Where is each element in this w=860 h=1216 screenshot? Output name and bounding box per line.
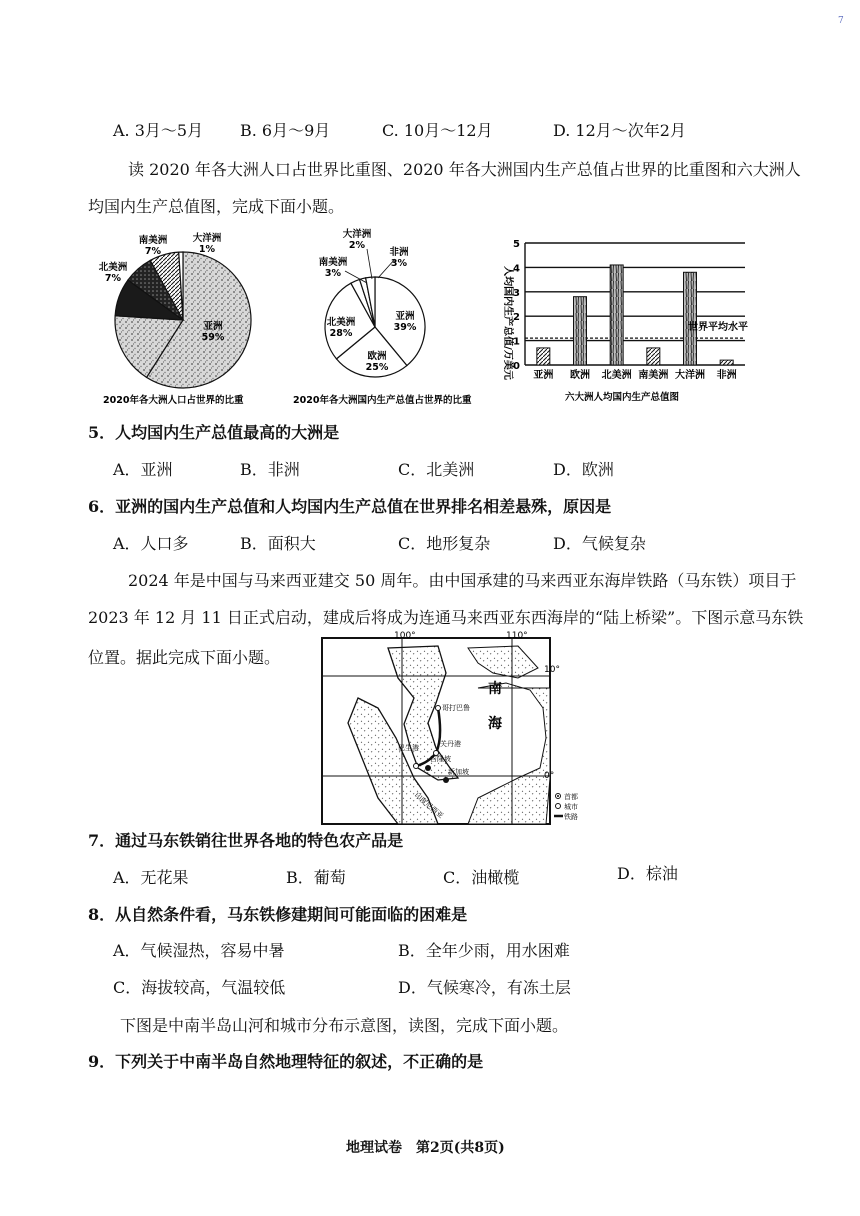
q5-option-d[interactable]: D．欧洲: [553, 460, 614, 479]
q8-option-b[interactable]: B．全年少雨，用水困难: [398, 941, 570, 960]
pie1-label-0: 亚洲: [203, 321, 223, 332]
bar-4: [684, 272, 697, 365]
pie1-value-3: 7%: [104, 273, 122, 284]
pie2-leader-4: [367, 249, 372, 279]
pie1-label-3: 北美洲: [98, 262, 128, 273]
map-sea-label-1: 南: [488, 681, 502, 697]
pie1-label-4: 南美洲: [138, 235, 168, 246]
legend-capital: 首都: [564, 793, 578, 801]
pie2-value-4: 2%: [348, 240, 366, 251]
bar-ytick-0: 0: [513, 361, 520, 372]
bar-y-axis-label: 人均国内生产总值/万美元: [502, 266, 513, 380]
bar-world-average-label: 世界平均水平: [688, 322, 748, 334]
map-place-klang-port: 巴生港: [398, 744, 419, 752]
map-place-indonesia: 印度尼西亚: [412, 791, 445, 821]
map-place-kuala-lumpur: 吉隆坡: [430, 755, 451, 763]
gdp-pie-chart: [293, 228, 472, 406]
pie2-label-3: 南美洲: [318, 257, 348, 268]
map-legend: [554, 792, 578, 821]
map-sea-label-2: 海: [488, 716, 502, 732]
legend-city: 城市: [564, 803, 578, 811]
bar-title: 六大洲人均国内生产总值图: [565, 392, 680, 403]
q5-stem: 5．人均国内生产总值最高的大洲是: [88, 423, 340, 442]
bar-category-label-4: 大洋洲: [675, 370, 705, 381]
bar-category-label-3: 南美洲: [638, 370, 669, 381]
pie2-value-3: 3%: [324, 268, 342, 279]
q7-option-d[interactable]: D．棕油: [617, 864, 678, 883]
bar-1: [574, 297, 587, 365]
q7-option-c[interactable]: C．油橄榄: [443, 868, 520, 887]
pie1-label-5: 大洋洲: [192, 233, 222, 244]
pie2-label-1: 欧洲: [367, 351, 387, 362]
pie1-title: 2020年各大洲人口占世界的比重: [103, 395, 244, 406]
pie2-value-2: 28%: [329, 328, 353, 339]
pie1-value-4: 7%: [144, 246, 162, 257]
q5-option-c[interactable]: C．北美洲: [398, 460, 475, 479]
intro1-line1: 读 2020 年各大洲人口占世界比重图、2020 年各大洲国内生产总值占世界的比重图和六大洲人: [128, 160, 801, 179]
q9-stem: 9．下列关于中南半岛自然地理特征的叙述，不正确的是: [88, 1052, 484, 1071]
bar-ytick-5: 5: [513, 239, 520, 250]
intro2-line1: 2024 年是中国与马来西亚建交 50 周年。由中国承建的马来西亚东海岸铁路（马东铁）项目于: [128, 571, 797, 590]
figures-row: [95, 225, 765, 410]
q7-option-b[interactable]: B．葡萄: [286, 868, 346, 887]
corner-mark: 7: [838, 16, 844, 26]
pie1-value-5: 1%: [198, 244, 216, 255]
q5-option-a[interactable]: A．亚洲: [113, 460, 173, 479]
q8-option-a[interactable]: A．气候湿热，容易中暑: [113, 941, 285, 960]
page-footer: 地理试卷 第2页(共8页): [346, 1140, 505, 1156]
bar-2: [610, 265, 623, 365]
bar-ytick-1: 1: [513, 336, 520, 348]
intro2-line3: 位置。据此完成下面小题。: [88, 648, 281, 667]
pie2-label-5: 非洲: [389, 247, 409, 258]
pie2-title: 2020年各大洲国内生产总值占世界的比重: [293, 395, 472, 406]
bar-3: [647, 348, 660, 365]
intro1-line2: 均国内生产总值图，完成下面小题。: [88, 197, 345, 216]
q4-option-d[interactable]: D. 12月～次年2月: [553, 121, 686, 140]
map-lon-100: 100°: [394, 631, 416, 641]
map-place-singapore: 新加坡: [448, 768, 469, 776]
intro2-line2: 2023 年 12 月 11 日正式启动，建成后将成为连通马来西亚东西海岸的“陆上桥梁”。下图示意马东铁: [88, 608, 804, 627]
pie2-value-1: 25%: [365, 362, 389, 373]
map-lat-0: 0°: [544, 771, 555, 781]
map-place-kota-bharu: 哥打巴鲁: [442, 704, 470, 712]
intro3: 下图是中南半岛山河和城市分布示意图，读图，完成下面小题。: [120, 1016, 569, 1035]
q6-option-a[interactable]: A．人口多: [113, 534, 189, 553]
q6-option-d[interactable]: D．气候复杂: [553, 534, 646, 553]
bar-category-label-2: 北美洲: [601, 370, 632, 381]
pie1-value-0: 59%: [201, 332, 225, 343]
map-lon-110: 110°: [506, 631, 528, 641]
q6-option-b[interactable]: B．面积大: [240, 534, 316, 553]
map-lat-10: 10°: [544, 665, 560, 675]
q8-option-c[interactable]: C．海拔较高，气温较低: [113, 978, 286, 997]
q4-option-c[interactable]: C. 10月～12月: [382, 121, 493, 140]
q7-option-a[interactable]: A．无花果: [113, 868, 189, 887]
bar-5: [720, 360, 733, 365]
malaysia-east-coast-rail-map: [318, 628, 580, 828]
bar-ytick-3: 3: [513, 287, 520, 299]
population-pie-chart: [99, 232, 251, 406]
pie2-label-4: 大洋洲: [342, 229, 372, 240]
q8-option-d[interactable]: D．气候寒冷，有冻土层: [398, 978, 571, 997]
q4-option-a[interactable]: A. 3月～5月: [113, 121, 204, 140]
q4-option-b[interactable]: B. 6月～9月: [240, 121, 331, 140]
q6-stem: 6．亚洲的国内生产总值和人均国内生产总值在世界排名相差悬殊，原因是: [88, 497, 612, 516]
bar-ytick-4: 4: [513, 263, 520, 275]
bar-0: [537, 348, 550, 365]
pie2-value-5: 3%: [390, 258, 408, 269]
bar-ytick-2: 2: [513, 312, 520, 324]
q5-option-b[interactable]: B．非洲: [240, 460, 300, 479]
per-capita-gdp-bar-chart: [502, 239, 748, 403]
map-place-kuantan-port: 关丹港: [440, 740, 461, 748]
q6-option-c[interactable]: C．地形复杂: [398, 534, 491, 553]
pie2-value-0: 39%: [393, 322, 417, 333]
bar-category-label-1: 欧洲: [570, 370, 590, 381]
q8-stem: 8．从自然条件看，马东铁修建期间可能面临的困难是: [88, 905, 468, 924]
legend-railway: 铁路: [564, 813, 578, 821]
pie2-label-0: 亚洲: [395, 311, 415, 322]
bar-category-label-5: 非洲: [716, 370, 737, 381]
pie2-label-2: 北美洲: [326, 317, 356, 328]
bar-category-label-0: 亚洲: [533, 370, 554, 381]
q7-stem: 7．通过马东铁销往世界各地的特色农产品是: [88, 831, 404, 850]
